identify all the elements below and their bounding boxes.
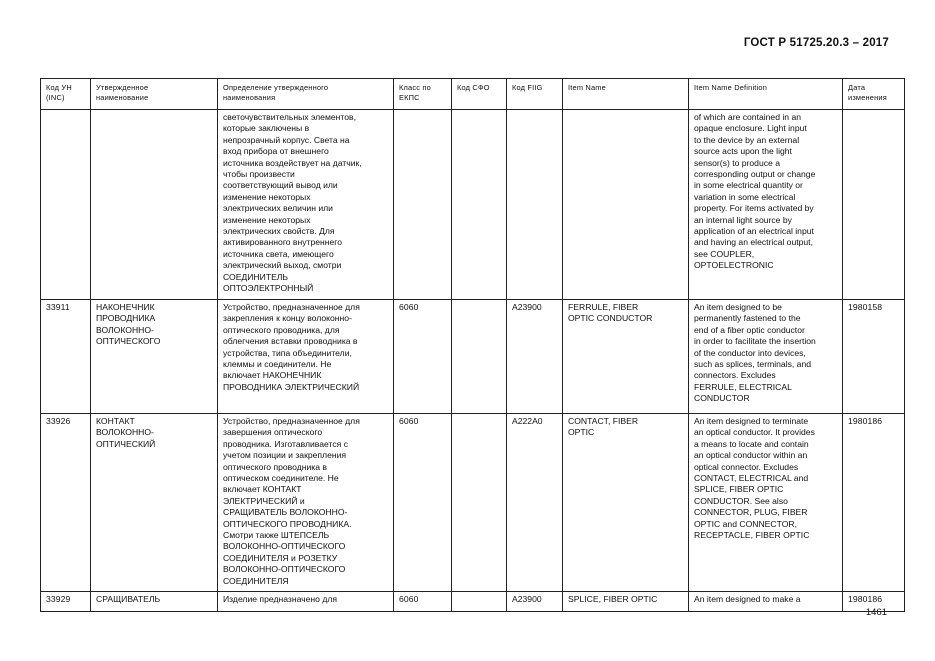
cell-sfo-code bbox=[452, 592, 507, 612]
col-header-item-name: Item Name bbox=[563, 79, 689, 110]
page-number: 1461 bbox=[865, 607, 887, 618]
cell-sfo-code bbox=[452, 110, 507, 300]
cell-sfo-code bbox=[452, 300, 507, 414]
cell-fiig-code: A23900 bbox=[507, 592, 563, 612]
cell-sfo-code bbox=[452, 414, 507, 592]
cell-fiig-code bbox=[507, 110, 563, 300]
cell-approved-name bbox=[91, 110, 218, 300]
cell-fiig-code: A23900 bbox=[507, 300, 563, 414]
cell-approved-name: НАКОНЕЧНИК ПРОВОДНИКА ВОЛОКОННО- ОПТИЧЕСКОГО bbox=[91, 300, 218, 414]
cell-change-date: 1980186 bbox=[843, 414, 905, 592]
cell-approved-name: КОНТАКТ ВОЛОКОННО- ОПТИЧЕСКИЙ bbox=[91, 414, 218, 592]
table-row bbox=[41, 414, 905, 592]
col-header-item-definition: Item Name Definition bbox=[689, 79, 843, 110]
cell-change-date: 1980158 bbox=[843, 300, 905, 414]
cell-inc: 33926 bbox=[41, 414, 91, 592]
cell-definition: светочувствительных элементов, которые заключены в непрозрачный корпус. Света на вход прибора от внешнего источника воздействует на датчик, чтобы произвести соответствующий вывод или изменение некоторых электрических величин или изменение некоторых электрических свойств. Для активированного внутреннего источника света, имеющего электрический выход, смотри СОЕДИНИТЕЛЬ ОПТОЭЛЕКТРОННЫЙ bbox=[218, 110, 394, 300]
col-header-ekps-class: Класс по ЕКПС bbox=[394, 79, 452, 110]
cell-item-definition: of which are contained in an opaque enclosure. Light input to the device by an external source acts upon the light sensor(s) to produce a corresponding output or change in some electrical quantity or variation in some electrical property. For items activated by an internal light source by application of an electrical input and having an electrical output, see COUPLER, OPTOELECTRONIC bbox=[689, 110, 843, 300]
cell-change-date: 1980186 bbox=[843, 592, 905, 612]
cell-item-name bbox=[563, 110, 689, 300]
cell-definition: Устройство, предназначенное для завершения оптического проводника. Изготавливается с учетом позиции и закрепления оптического проводника в оптическом соединителе. Не включает КОНТАКТ ЭЛЕКТРИЧЕСКИЙ и СРАЩИВАТЕЛЬ ВОЛОКОННО- ОПТИЧЕСКОГО ПРОВОДНИКА. Смотри также ШТЕПСЕЛЬ ВОЛОКОННО-ОПТИЧЕСКОГО СОЕДИНИТЕЛЯ и РОЗЕТКУ ВОЛОКОННО-ОПТИЧЕСКОГО СОЕДИНИТЕЛЯ bbox=[218, 414, 394, 592]
cell-ekps-class: 6060 bbox=[394, 300, 452, 414]
cell-item-name: FERRULE, FIBER OPTIC CONDUCTOR bbox=[563, 300, 689, 414]
cell-inc: 33929 bbox=[41, 592, 91, 612]
cell-fiig-code: A222A0 bbox=[507, 414, 563, 592]
table-row bbox=[41, 300, 905, 414]
cell-inc bbox=[41, 110, 91, 300]
cell-inc: 33911 bbox=[41, 300, 91, 414]
col-header-definition: Определение утвержденного наименования bbox=[218, 79, 394, 110]
col-header-fiig-code: Код FIIG bbox=[507, 79, 563, 110]
document-code: ГОСТ Р 51725.20.3 – 2017 bbox=[743, 37, 889, 49]
nomenclature-table bbox=[40, 78, 905, 612]
cell-item-name: CONTACT, FIBER OPTIC bbox=[563, 414, 689, 592]
cell-definition: Изделие предназначено для bbox=[218, 592, 394, 612]
col-header-approved-name: Утвержденное наименование bbox=[91, 79, 218, 110]
cell-item-definition: An item designed to make a bbox=[689, 592, 843, 612]
col-header-inc: Код УН (INC) bbox=[41, 79, 91, 110]
col-header-sfo-code: Код СФО bbox=[452, 79, 507, 110]
table-row bbox=[41, 592, 905, 612]
cell-approved-name: СРАЩИВАТЕЛЬ bbox=[91, 592, 218, 612]
table-row bbox=[41, 110, 905, 300]
cell-item-definition: An item designed to terminate an optical conductor. It provides a means to locate and contain an optical conductor within an optical connector. Excludes CONTACT, ELECTRICAL and SPLICE, FIBER OPTIC CONDUCTOR. See also CONNECTOR, PLUG, FIBER OPTIC and CONNECTOR, RECEPTACLE, FIBER OPTIC bbox=[689, 414, 843, 592]
col-header-change-date: Дата изменения bbox=[843, 79, 905, 110]
table-header-row bbox=[41, 79, 905, 110]
cell-definition: Устройство, предназначенное для закрепления к концу волоконно- оптического проводника, для облегчения вставки проводника в устройства, типа объединители, клеммы и соединители. Не включает НАКОНЕЧНИК ПРОВОДНИКА ЭЛЕКТРИЧЕСКИЙ bbox=[218, 300, 394, 414]
cell-item-definition: An item designed to be permanently fastened to the end of a fiber optic conductor in order to facilitate the insertion of the conductor into devices, such as splices, terminals, and connectors. Excludes FERRULE, ELECTRICAL CONDUCTOR bbox=[689, 300, 843, 414]
cell-ekps-class: 6060 bbox=[394, 414, 452, 592]
cell-ekps-class bbox=[394, 110, 452, 300]
cell-ekps-class: 6060 bbox=[394, 592, 452, 612]
cell-item-name: SPLICE, FIBER OPTIC bbox=[563, 592, 689, 612]
cell-change-date bbox=[843, 110, 905, 300]
